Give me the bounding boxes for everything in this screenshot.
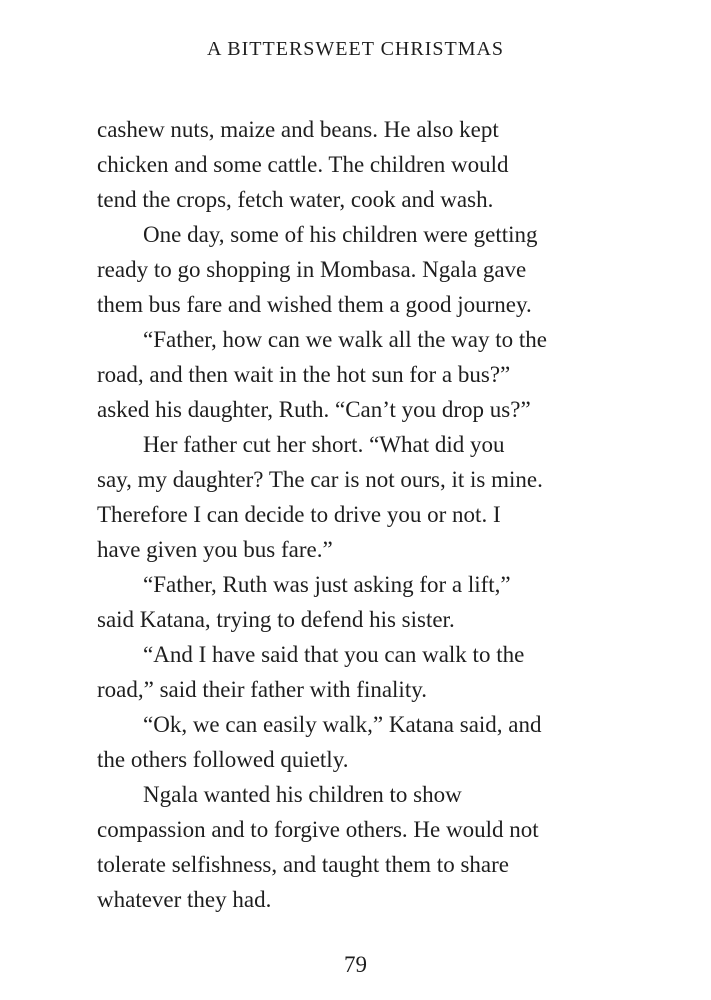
text-line: asked his daughter, Ruth. “Can’t you drop us?” <box>97 397 531 422</box>
text-line: tend the crops, fetch water, cook and wash. <box>97 187 494 212</box>
text-line: have given you bus fare.” <box>97 537 333 562</box>
text-line: the others followed quietly. <box>97 747 349 772</box>
text-line: them bus fare and wished them a good journey. <box>97 292 532 317</box>
text-line: cashew nuts, maize and beans. He also kept <box>97 117 499 142</box>
text-line: ready to go shopping in Mombasa. Ngala gave <box>97 257 527 282</box>
text-line: chicken and some cattle. The children would <box>97 152 509 177</box>
text-line: “Ok, we can easily walk,” Katana said, and <box>143 712 542 737</box>
text-line: road, and then wait in the hot sun for a bus?” <box>97 362 511 387</box>
text-line: whatever they had. <box>97 887 272 912</box>
text-line: “Father, Ruth was just asking for a lift,” <box>143 572 511 597</box>
text-line: Ngala wanted his children to show <box>143 782 462 807</box>
text-line: Her father cut her short. “What did you <box>143 432 505 457</box>
text-line: tolerate selfishness, and taught them to share <box>97 852 509 877</box>
text-line: road,” said their father with finality. <box>97 677 427 702</box>
body-text <box>97 112 637 917</box>
text-line: Therefore I can decide to drive you or not. I <box>97 502 501 527</box>
text-line: say, my daughter? The car is not ours, it is mine. <box>97 467 543 492</box>
page-number: 79 <box>344 952 367 977</box>
text-line: “Father, how can we walk all the way to the <box>143 327 547 352</box>
text-line: compassion and to forgive others. He would not <box>97 817 539 842</box>
running-head: A BITTERSWEET CHRISTMAS <box>206 38 505 60</box>
text-line: One day, some of his children were getting <box>143 222 538 247</box>
text-line: said Katana, trying to defend his sister. <box>97 607 455 632</box>
text-line: “And I have said that you can walk to the <box>143 642 525 667</box>
